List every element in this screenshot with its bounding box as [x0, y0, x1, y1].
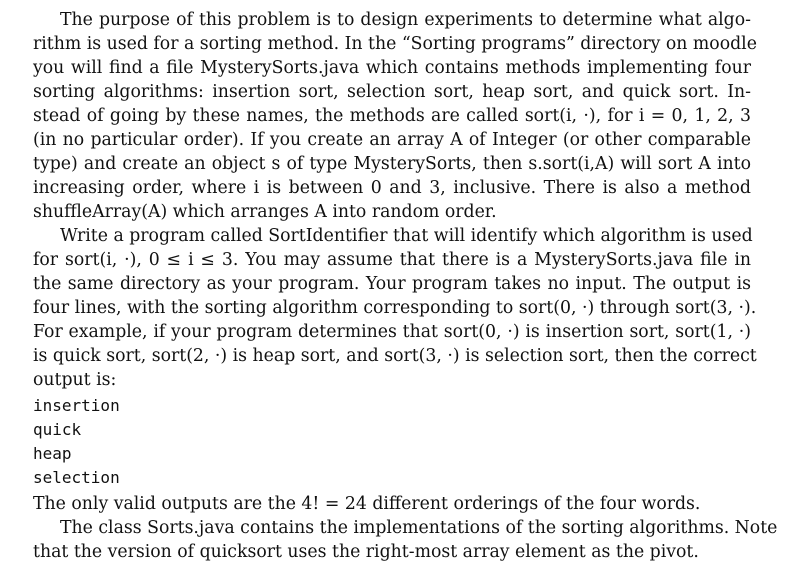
- code-line: insertion: [33, 396, 120, 415]
- text-line: The purpose of this problem is to design experiments to determine what algo-: [60, 10, 751, 30]
- paragraph-sorts-class: [33, 516, 778, 564]
- text-line: is quick sort, sort(2, ·) is heap sort, and sort(3, ·) is selection sort, then the correct: [33, 346, 757, 366]
- text-line: that the version of quicksort uses the right-most array element as the pivot.: [33, 542, 699, 562]
- paragraph-intro: [33, 8, 757, 224]
- text-line: output is:: [33, 370, 117, 390]
- text-line: for sort(i, ·), 0 ≤ i ≤ 3. You may assume that there is a MysterySorts.java file in: [33, 250, 751, 270]
- code-line: selection: [33, 468, 120, 487]
- example-output-code: [33, 394, 751, 490]
- text-line: increasing order, where i is between 0 and 3, inclusive. There is also a method: [33, 178, 751, 198]
- text-line: rithm is used for a sorting method. In the “Sorting programs” directory on moodle: [33, 34, 757, 54]
- text-line: type) and create an object s of type MysterySorts, then s.sort(i,A) will sort A into: [33, 154, 751, 174]
- document-body: [33, 8, 778, 564]
- code-line: heap: [33, 444, 72, 463]
- text-line: you will find a file MysterySorts.java which contains methods implementing four: [33, 58, 751, 78]
- paragraph-task: [33, 224, 757, 392]
- code-line: quick: [33, 420, 82, 439]
- valid-outputs-note: The only valid outputs are the 4! = 24 different orderings of the four words.: [33, 494, 701, 514]
- text-line: the same directory as your program. Your program takes no input. The output is: [33, 274, 751, 294]
- text-line: shuffleArray(A) which arranges A into random order.: [33, 202, 497, 222]
- text-line: four lines, with the sorting algorithm corresponding to sort(0, ·) through sort(3, ·).: [33, 298, 757, 318]
- text-line: For example, if your program determines that sort(0, ·) is insertion sort, sort(1, ·): [33, 322, 751, 342]
- text-line: The class Sorts.java contains the implementations of the sorting algorithms. Note: [60, 518, 778, 538]
- text-line: stead of going by these names, the methods are called sort(i, ·), for i = 0, 1, 2, 3: [33, 106, 751, 126]
- text-line: Write a program called SortIdentifier that will identify which algorithm is used: [60, 226, 753, 246]
- text-line: sorting algorithms: insertion sort, selection sort, heap sort, and quick sort. In-: [33, 82, 751, 102]
- text-line: (in no particular order). If you create an array A of Integer (or other comparable: [33, 130, 751, 150]
